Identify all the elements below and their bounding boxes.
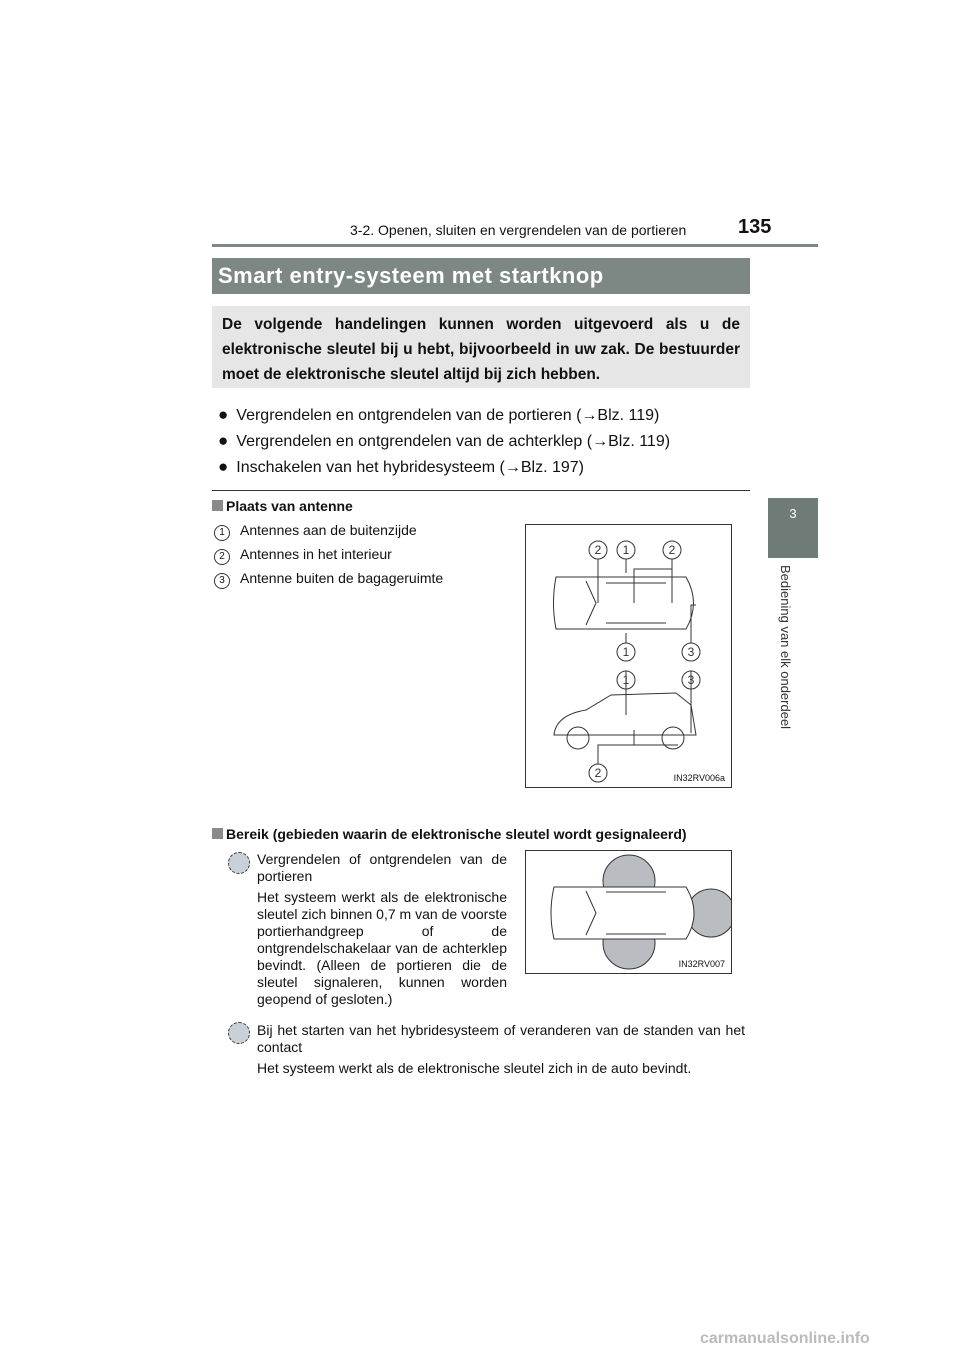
antenna-item: 1 Antennes aan de buitenzijde	[214, 522, 417, 541]
range-item-1	[257, 851, 507, 1008]
section-header: 3-2. Openen, sluiten en vergrendelen van de portieren	[350, 222, 687, 238]
page-title: Smart entry-systeem met startknop	[212, 258, 750, 294]
key-range-diagram	[526, 851, 731, 973]
svg-text:2: 2	[594, 543, 602, 557]
svg-text:3: 3	[687, 645, 695, 659]
chapter-label: Bediening van elk onderdeel	[778, 565, 793, 730]
header-rule	[212, 244, 818, 247]
range-figure	[525, 850, 732, 974]
intro-box: De volgende handelingen kunnen worden uitgevoerd als u de elektronische sleutel bij u hebt, bijvoorbeeld in uw zak. De bestuurder moet de elektronische sleutel altijd bij zich hebben.	[212, 306, 750, 388]
bullet-item: ● Vergrendelen en ontgrendelen van de portieren (→Blz. 119)	[218, 405, 660, 424]
chapter-tab	[768, 498, 818, 558]
figure-code: IN32RV006a	[673, 773, 725, 783]
range-item-body: Het systeem werkt als de elektronische sleutel zich binnen 0,7 m van de voorste portierhandgreep of de ontgrendelschakelaar van de achterklep bevindt. (Alleen de portieren die de sleutel signaleren, kunnen worden geopend of gesloten.)	[257, 889, 507, 1007]
car-antenna-diagram	[526, 525, 731, 787]
range-item-2	[257, 1022, 745, 1077]
bullet-item: ● Vergrendelen en ontgrendelen van de achterklep (→Blz. 119)	[218, 431, 671, 450]
svg-text:1: 1	[622, 645, 630, 659]
antenna-heading: Plaats van antenne	[212, 498, 353, 514]
range-item-body: Het systeem werkt als de elektronische sleutel zich in de auto bevindt.	[257, 1060, 692, 1076]
bullet-item: ● Inschakelen van het hybridesysteem (→Blz. 197)	[218, 457, 585, 476]
svg-text:1: 1	[622, 673, 630, 687]
svg-text:2: 2	[668, 543, 676, 557]
antenna-item: 2 Antennes in het interieur	[214, 546, 392, 565]
figure-code: IN32RV007	[678, 959, 725, 969]
range-item-title: Bij het starten van het hybridesysteem of veranderen van de standen van het contact	[257, 1022, 745, 1055]
range-heading: Bereik (gebieden waarin de elektronische sleutel wordt gesignaleerd)	[212, 826, 687, 842]
chapter-number: 3	[789, 506, 797, 521]
range-zone-icon	[228, 852, 250, 874]
antenna-figure	[525, 524, 732, 788]
page-number: 135	[738, 216, 772, 238]
svg-text:3: 3	[687, 673, 695, 687]
svg-text:2: 2	[594, 766, 602, 780]
antenna-item: 3 Antenne buiten de bagageruimte	[214, 570, 443, 589]
divider	[212, 490, 750, 491]
svg-text:1: 1	[622, 543, 630, 557]
watermark: carmanualsonline.info	[700, 1330, 870, 1347]
range-zone-icon	[228, 1022, 250, 1044]
range-item-title: Vergrendelen of ontgrendelen van de portieren	[257, 851, 507, 884]
